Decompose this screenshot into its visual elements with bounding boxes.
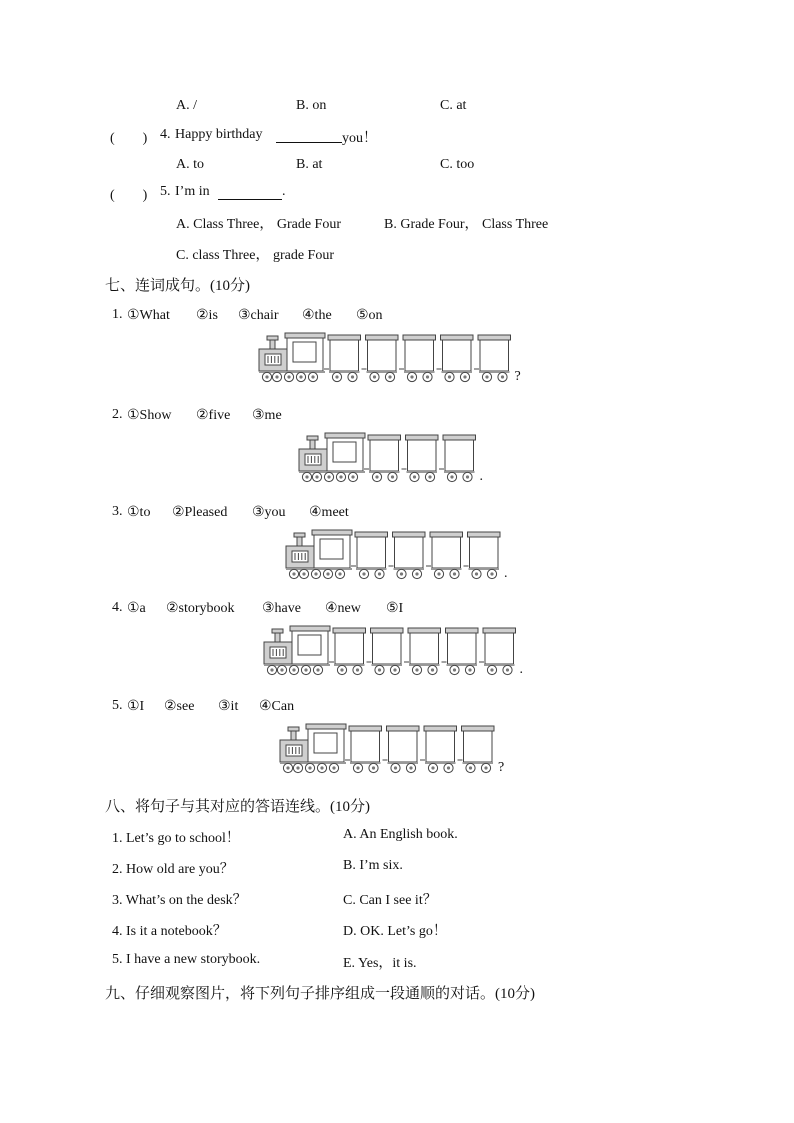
matching-question[interactable]: 2. How old are you？ — [112, 862, 234, 877]
answer-paren[interactable]: ( ) — [110, 188, 148, 203]
sentence-end-punctuation: ? — [514, 369, 521, 384]
train-car-answer-box[interactable] — [364, 435, 401, 482]
train-car-answer-box[interactable] — [420, 726, 457, 773]
word-option: ④Can — [259, 699, 295, 714]
train-car-answer-box[interactable] — [367, 628, 404, 675]
train-car-answer-box[interactable] — [345, 726, 382, 773]
word-option: ②five — [196, 408, 231, 423]
item-number: 4. — [112, 600, 123, 615]
sentence-end-punctuation: . — [519, 662, 523, 677]
sentence-end-punctuation: . — [504, 566, 508, 581]
train-car-answer-box[interactable] — [464, 532, 501, 579]
train-car-answer-box[interactable] — [426, 532, 463, 579]
answer-blank[interactable] — [276, 128, 342, 143]
question-text-before: Happy birthday — [175, 127, 263, 142]
train-car-answer-box[interactable] — [402, 435, 439, 482]
question-number: 4. — [160, 127, 171, 142]
item-number: 3. — [112, 504, 123, 519]
word-option: ④the — [302, 308, 332, 323]
q4-option-b: B. at — [296, 157, 323, 172]
train-car-answer-box[interactable] — [442, 628, 479, 675]
word-option: ⑤on — [356, 308, 383, 323]
question-text-before: I’m in — [175, 184, 210, 199]
q3-option-c: C. at — [440, 98, 467, 113]
matching-answer[interactable]: E. Yes，it is. — [343, 956, 417, 971]
word-option: ①to — [127, 505, 151, 520]
train-car-answer-box[interactable] — [439, 435, 476, 482]
train-answer-graphic — [297, 431, 484, 485]
matching-question[interactable]: 5. I have a new storybook. — [112, 952, 261, 967]
train-car-answer-box[interactable] — [383, 726, 420, 773]
train-answer-graphic — [284, 528, 508, 582]
word-option: ②see — [164, 699, 195, 714]
matching-question[interactable]: 4. Is it a notebook？ — [112, 924, 227, 939]
word-option: ⑤I — [386, 601, 404, 616]
word-option: ③me — [252, 408, 282, 423]
train-car-answer-box[interactable] — [362, 335, 399, 382]
train-car-answer-box[interactable] — [324, 335, 361, 382]
word-option: ④meet — [309, 505, 349, 520]
word-option: ④new — [325, 601, 361, 616]
matching-answer[interactable]: A. An English book. — [343, 827, 458, 842]
word-option: ①Show — [127, 408, 172, 423]
word-option: ②Pleased — [172, 505, 228, 520]
item-number: 2. — [112, 407, 123, 422]
train-answer-graphic — [262, 624, 524, 678]
train-answer-graphic — [278, 722, 505, 776]
q3-option-a: A. / — [176, 98, 197, 113]
sentence-end-punctuation: . — [479, 469, 483, 484]
question-text-after: . — [282, 184, 286, 199]
word-option: ③have — [262, 601, 301, 616]
train-car-answer-box[interactable] — [458, 726, 495, 773]
train-car-answer-box[interactable] — [399, 335, 436, 382]
section-9-title: 九、仔细观察图片，将下列句子排序组成一段通顺的对话。(10分) — [105, 986, 535, 1002]
word-option: ①I — [127, 699, 145, 714]
section-8-title: 八、将句子与其对应的答语连线。(10分) — [105, 799, 370, 815]
item-number: 1. — [112, 307, 123, 322]
answer-blank[interactable] — [218, 185, 282, 200]
matching-answer[interactable]: D. OK. Let’s go！ — [343, 924, 447, 939]
matching-question[interactable]: 3. What’s on the desk？ — [112, 893, 247, 908]
word-option: ②storybook — [166, 601, 235, 616]
q5-option-b: B. Grade Four， Class Three — [384, 217, 549, 232]
word-option: ②is — [196, 308, 218, 323]
matching-answer[interactable]: B. I’m six. — [343, 858, 403, 873]
word-option: ③it — [218, 699, 239, 714]
train-car-answer-box[interactable] — [474, 335, 511, 382]
train-car-answer-box[interactable] — [389, 532, 426, 579]
matching-answer[interactable]: C. Can I see it？ — [343, 893, 437, 908]
q4-option-c: C. too — [440, 157, 475, 172]
train-car-answer-box[interactable] — [479, 628, 516, 675]
q5-option-c: C. class Three， grade Four — [176, 248, 334, 263]
word-option: ③you — [252, 505, 286, 520]
train-locomotive — [280, 724, 346, 773]
question-number: 5. — [160, 184, 171, 199]
train-car-answer-box[interactable] — [437, 335, 474, 382]
train-locomotive — [259, 333, 325, 382]
answer-paren[interactable]: ( ) — [110, 131, 148, 146]
word-option: ①a — [127, 601, 146, 616]
sentence-end-punctuation: ? — [498, 760, 505, 775]
train-answer-graphic — [257, 331, 519, 385]
q5-option-a: A. Class Three， Grade Four — [176, 217, 341, 232]
train-locomotive — [264, 626, 330, 675]
item-number: 5. — [112, 698, 123, 713]
question-text-after: you！ — [342, 131, 377, 146]
q3-option-b: B. on — [296, 98, 327, 113]
word-option: ①What — [127, 308, 170, 323]
section-7-title: 七、连词成句。(10分) — [105, 278, 250, 294]
train-car-answer-box[interactable] — [329, 628, 366, 675]
train-car-answer-box[interactable] — [351, 532, 388, 579]
matching-question[interactable]: 1. Let’s go to school！ — [112, 831, 240, 846]
train-car-answer-box[interactable] — [404, 628, 441, 675]
q4-option-a: A. to — [176, 157, 204, 172]
word-option: ③chair — [238, 308, 279, 323]
train-locomotive — [286, 530, 352, 579]
train-locomotive — [299, 433, 365, 482]
